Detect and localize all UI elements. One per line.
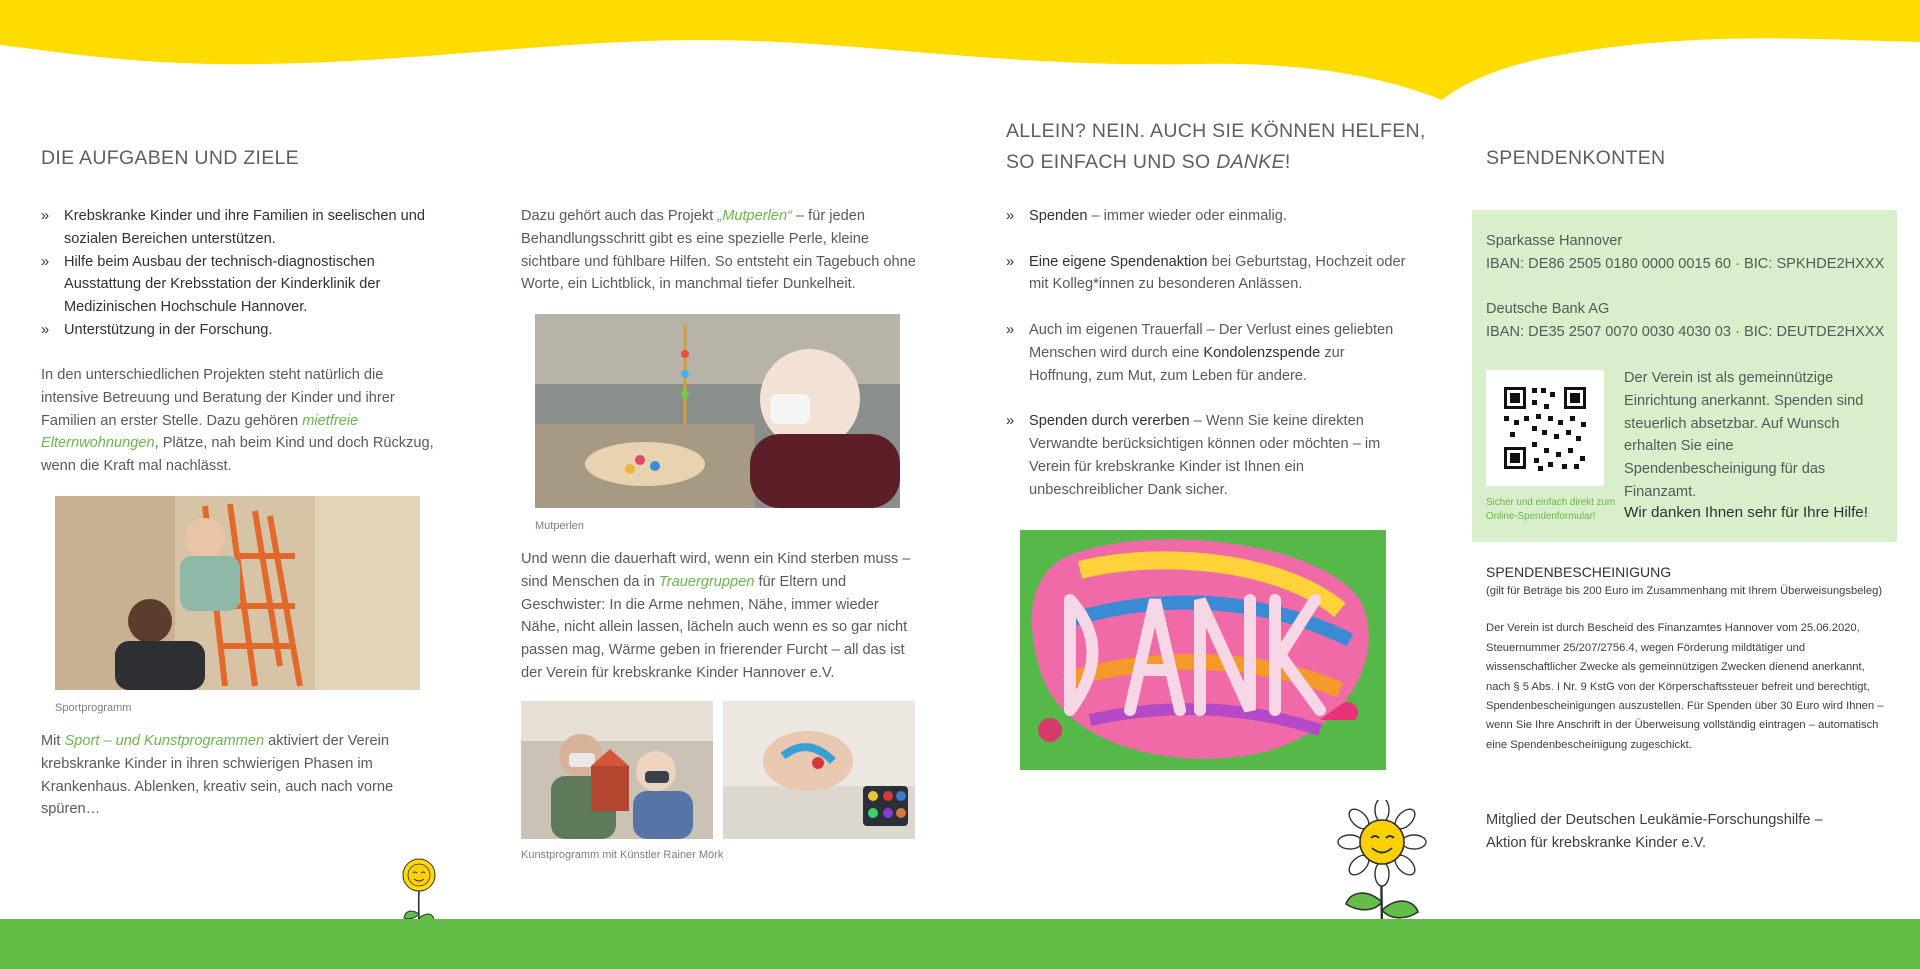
caption-kunstprogramm: Kunstprogramm mit Künstler Rainer Mörk (521, 849, 724, 861)
heading-line: ALLEIN? NEIN. AUCH SIE KÖNNEN HELFEN, (1006, 120, 1426, 142)
item-text: – immer wieder oder einmalig. (1087, 208, 1287, 224)
caption-sport: Sportprogramm (55, 702, 132, 714)
text: für Eltern und Geschwister: In die Arme nehmen, Nähe, immer wieder Nähe, nicht allein lassen, lächeln auch wenn es so gar nicht passen mag, Wärme geben in frierender Furcht – all das ist der Verein für krebskranke Kinder Hannover e.V. (521, 573, 908, 681)
certificate-text: Der Verein ist durch Bescheid des Finanzamtes Hannover vom 25.06.2020, Steuernummer 25/207/2756.4, wegen Förderung mildtätiger und wissenschaftlicher Zwecke als gemeinnützigen Zwecken dienend anerkannt, nach § 5 Abs. I Nr. 9 KstG von der Körperschaftssteuer befreit und berechtigt, Spendenbescheinigungen auszustellen. Für Spenden über 30 Euro wird Ihnen – wenn Sie Ihre Anschrift in der Überweisung vollständig eintragen – automatisch eine Spendenbescheinigung zugeschickt. (1486, 622, 1884, 751)
bank-accounts-box (1472, 210, 1897, 542)
item-text: bei Geburtstag, Hochzeit oder mit Kolleg*innen zu besonderen Anlässen. (1029, 253, 1406, 293)
sport-paragraph (41, 730, 441, 821)
membership-line: Mitglied der Deutschen Leukämie-Forschungshilfe – (1486, 812, 1823, 828)
goals-list (41, 205, 441, 342)
link-mutperlen[interactable]: „Mutperlen“ (717, 208, 792, 224)
heading-emphasis: DANKE (1216, 150, 1285, 173)
mutperlen-paragraph (521, 205, 921, 296)
text: Dazu gehört auch das Projekt (521, 208, 718, 224)
link-elternwohnungen[interactable]: mietfreie Elternwohnungen (41, 412, 359, 452)
help-options-list (1006, 205, 1406, 501)
text: , Plätze, nah beim Kind und doch Rückzug, wenn die Kraft mal nachlässt. (41, 435, 434, 475)
item-text: Auch im eigenen Trauerfall – Der Verlust eines geliebten Menschen wird durch eine (1029, 321, 1394, 361)
bottom-grass-band (0, 919, 1920, 969)
item-text: zur Hoffnung, zum Mut, zum Leben für andere. (1029, 344, 1345, 384)
list-item (1006, 319, 1406, 387)
membership-note (1486, 809, 1886, 855)
list-item (1006, 410, 1406, 501)
list-item (1006, 251, 1406, 297)
photo-kunstprogramm-1 (521, 701, 713, 839)
top-wave-decoration (0, 0, 1920, 110)
heading-spendenkonten: SPENDENKONTEN (1486, 147, 1666, 169)
item-text: – Wenn Sie keine direkten Verwandte berücksichtigen können oder möchten – im Verein für krebskranke Kinder ist Ihnen ein unbeschreiblicher Dank sicher. (1029, 413, 1381, 498)
item-bold: Eine eigene Spendenaktion (1029, 253, 1208, 270)
certificate-subtitle: (gilt für Beträge bis 200 Euro im Zusammenhang mit Ihrem Überweisungsbeleg) (1486, 585, 1883, 597)
qr-code[interactable] (1486, 370, 1604, 486)
list-item: » Unterstützung in der Forschung. (41, 319, 441, 342)
list-item: » Hilfe beim Ausbau der technisch-diagnostischen Ausstattung der Krebsstation der Kinderklinik der Medizinischen Hochschule Hannover. (41, 251, 441, 319)
item-bold: Kondolenzspende (1203, 344, 1321, 361)
bank-details: IBAN: DE86 2505 0180 0000 0015 60 · BIC: SPKHDE2HXXX (1486, 255, 1885, 272)
certificate-section (1486, 562, 1886, 755)
item-bold: Spenden durch vererben (1029, 413, 1190, 430)
photo-danke-painting (1020, 530, 1386, 770)
link-trauergruppen[interactable]: Trauergruppen (658, 573, 755, 590)
text: – für jeden Behandlungsschritt gibt es eine spezielle Perle, kleine sichtbare und fühlbare Hilfen. So entsteht ein Tagebuch ohne Worte, ein Lichtblick, in manchmal tiefer Dunkelheit. (521, 208, 916, 293)
photo-sportprogramm (55, 496, 420, 690)
heading-line: ! (1284, 150, 1291, 173)
trauergruppen-paragraph (521, 548, 921, 685)
link-sport-kunst[interactable]: Sport – und Kunstprogrammen (64, 733, 265, 749)
thanks-note: Wir danken Ihnen sehr für Ihre Hilfe! (1624, 504, 1868, 521)
list-item (1006, 205, 1406, 228)
heading-line: SO EINFACH UND SO (1006, 150, 1217, 173)
caption-mutperlen: Mutperlen (535, 520, 584, 532)
qr-note: Sicher und einfach direkt zum Online-Spendenformular! (1486, 497, 1616, 522)
bank-name: Deutsche Bank AG (1486, 301, 1610, 317)
heading-helfen (1006, 116, 1426, 177)
text: In den unterschiedlichen Projekten steht natürlich die intensive Betreuung und Beratung der Kinder und ihrer Familien an erster Stelle. Dazu gehören (41, 367, 395, 429)
heading-aufgaben: DIE AUFGABEN UND ZIELE (41, 147, 299, 169)
list-item: » Krebskranke Kinder und ihre Familien in seelischen und sozialen Bereichen unterstützen. (41, 205, 441, 251)
text: Und wenn die dauerhaft wird, wenn ein Kind sterben muss – sind Menschen da in (521, 551, 911, 590)
bank-sparkasse (1486, 230, 1886, 276)
photo-kunstprogramm-2 (723, 701, 915, 839)
bank-deutsche-bank (1486, 298, 1886, 344)
photo-mutperlen (535, 314, 900, 508)
membership-line: Aktion für krebskranke Kinder e.V. (1486, 834, 1707, 851)
intro-paragraph (41, 364, 441, 478)
text: aktiviert der Verein krebskranke Kinder in ihren schwierigen Phasen im Krankenhaus. Ablenken, kreativ sein, auch nach vorne spüren… (41, 733, 394, 818)
item-bold: Spenden (1029, 208, 1088, 224)
bank-name: Sparkasse Hannover (1486, 233, 1623, 249)
text: Mit (41, 733, 65, 749)
tax-info: Der Verein ist als gemeinnützige Einrichtung anerkannt. Spenden sind steuerlich absetzbar. Auf Wunsch erhalten Sie eine Spendenbescheinigung für das Finanzamt. (1624, 370, 1864, 500)
bank-details: IBAN: DE35 2507 0070 0030 4030 03 · BIC: DEUTDE2HXXX (1486, 323, 1885, 340)
certificate-heading: SPENDENBESCHEINIGUNG (1486, 564, 1672, 580)
